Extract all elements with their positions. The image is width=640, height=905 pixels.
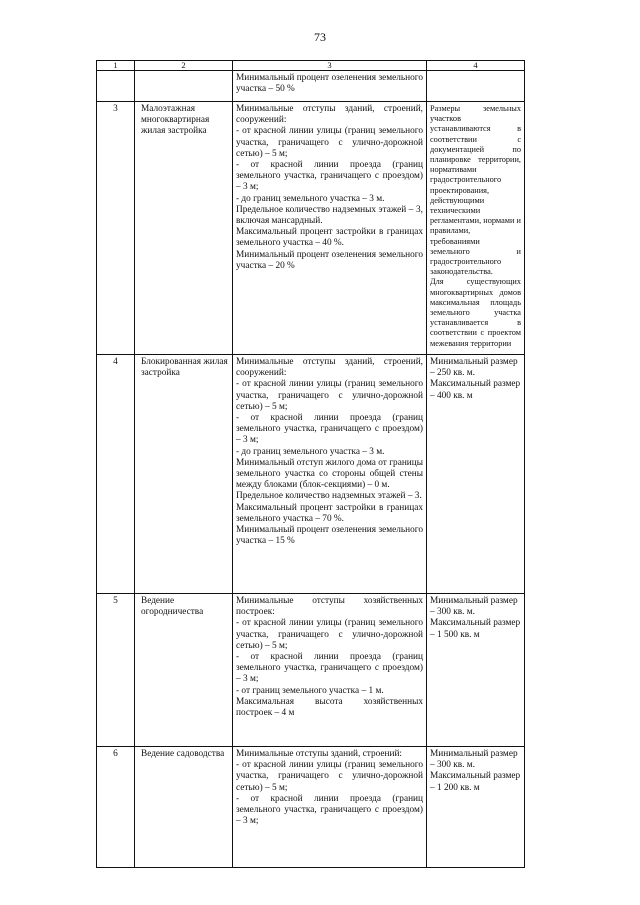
- parameter-line: Минимальный процент озеленения земельного участка – 15 %: [236, 525, 423, 547]
- parameter-line: Минимальные отступы зданий, строений, сооружений:: [236, 357, 423, 379]
- parameters-cell: [233, 594, 427, 747]
- parameter-line: Максимальная высота хозяйственных построек – 4 м: [236, 696, 423, 719]
- size-cell: [427, 747, 525, 868]
- parameter-line: - от красной линии проезда (границ земельного участка, граничащего с проездом) – 3 м;: [236, 652, 423, 685]
- parameter-line: Предельное количество надземных этажей – 3.: [236, 491, 422, 502]
- parameter-line: Минимальные отступы зданий, строений, сооружений:: [236, 104, 423, 126]
- parameter-line: - от красной линии улицы (границ земельного участка, граничащего с улично-дорожной сетью) – 5 м;: [236, 618, 423, 651]
- row-number: 3: [97, 102, 135, 355]
- parameter-line: - до границ земельного участка – 3 м.: [236, 446, 385, 457]
- parameter-line: Минимальный процент озеленения земельного участка – 50 %: [236, 73, 423, 95]
- parameters-cell: [233, 102, 427, 355]
- parameter-line: Минимальный отступ жилого дома от границы земельного участка со стороны общей стены между блоками (блок-секциями) – 0 м.: [236, 457, 423, 491]
- row-number: [97, 71, 135, 102]
- size-cell: [427, 102, 525, 355]
- page-number: 73: [314, 30, 326, 44]
- table-row: [97, 747, 525, 868]
- size-cell: [427, 71, 525, 102]
- size-line: Максимальный размер – 400 кв. м: [430, 379, 521, 401]
- header-cell-2: 2: [135, 61, 233, 71]
- parameter-line: - от красной линии улицы (границ земельного участка, граничащего с улично-дорожной сетью) – 5 м;: [236, 760, 423, 793]
- table-row: [97, 71, 525, 102]
- table-row: [97, 355, 525, 594]
- parameter-line: - до границ земельного участка – 3 м.: [236, 193, 385, 204]
- zone-name: Ведение садоводства: [135, 747, 233, 868]
- parameter-line: Минимальные отступы хозяйственных построек:: [236, 596, 423, 618]
- size-cell: [427, 594, 525, 747]
- header-cell-3: 3: [233, 61, 427, 71]
- size-line: Для существующих многоквартирных домов максимальная площадь земельного участка устанавливается в соответствии с проектом межевания территории: [430, 277, 521, 348]
- size-line: Размеры земельных участков устанавливаются в соответствии с документацией по планировке территории, нормативами градостроительного проектирования, действующими техническими регламентами, нормами и правилами, требованиями земельного и градостроительного законодательства.: [430, 104, 521, 277]
- zoning-parameters-table: [96, 60, 525, 868]
- zone-name: Малоэтажная многоквартирная жилая застройка: [135, 102, 233, 355]
- parameter-line: Максимальный процент застройки в границах земельного участка – 40 %.: [236, 227, 423, 249]
- parameter-line: - от границ земельного участка – 1 м.: [236, 685, 384, 696]
- header-cell-4: 4: [427, 61, 525, 71]
- row-number: 5: [97, 594, 135, 747]
- zone-name: Блокированная жилая застройка: [135, 355, 233, 594]
- row-number: 4: [97, 355, 135, 594]
- parameter-line: - от красной линии проезда (границ земельного участка, граничащего с проездом) – 3 м;: [236, 413, 423, 446]
- parameter-line: - от красной линии проезда (границ земельного участка, граничащего с проездом) – 3 м;: [236, 793, 423, 827]
- row-number: 6: [97, 747, 135, 868]
- parameters-cell: [233, 71, 427, 102]
- parameter-line: Минимальные отступы зданий, строений:: [236, 749, 403, 759]
- size-line: Минимальный размер – 300 кв. м.: [430, 596, 518, 618]
- parameter-line: Максимальный процент застройки в границах земельного участка – 70 %.: [236, 502, 423, 524]
- size-line: Минимальный размер – 250 кв. м.: [430, 357, 518, 379]
- size-cell: [427, 355, 525, 594]
- parameter-line: - от красной линии проезда (границ земельного участка, граничащего с проездом) – 3 м;: [236, 160, 423, 193]
- zone-name: [135, 71, 233, 102]
- parameter-line: Предельное количество надземных этажей – 3, включая мансардный.: [236, 204, 423, 227]
- parameter-line: - от красной линии улицы (границ земельного участка, граничащего с улично-дорожной сетью) – 5 м;: [236, 126, 423, 159]
- zone-name: Ведение огородничества: [135, 594, 233, 747]
- parameter-line: - от красной линии улицы (границ земельного участка, граничащего с улично-дорожной сетью) – 5 м;: [236, 379, 423, 412]
- size-line: Минимальный размер – 300 кв. м.: [430, 749, 518, 771]
- parameters-cell: [233, 355, 427, 594]
- table-row: [97, 594, 525, 747]
- size-line: Максимальный размер – 1 200 кв. м: [430, 771, 521, 793]
- header-cell-1: 1: [97, 61, 135, 71]
- table-header-row: [97, 61, 525, 71]
- table-row: [97, 102, 525, 355]
- parameter-line: Минимальный процент озеленения земельного участка – 20 %: [236, 249, 423, 271]
- size-line: Максимальный размер – 1 500 кв. м: [430, 618, 521, 640]
- parameters-cell: [233, 747, 427, 868]
